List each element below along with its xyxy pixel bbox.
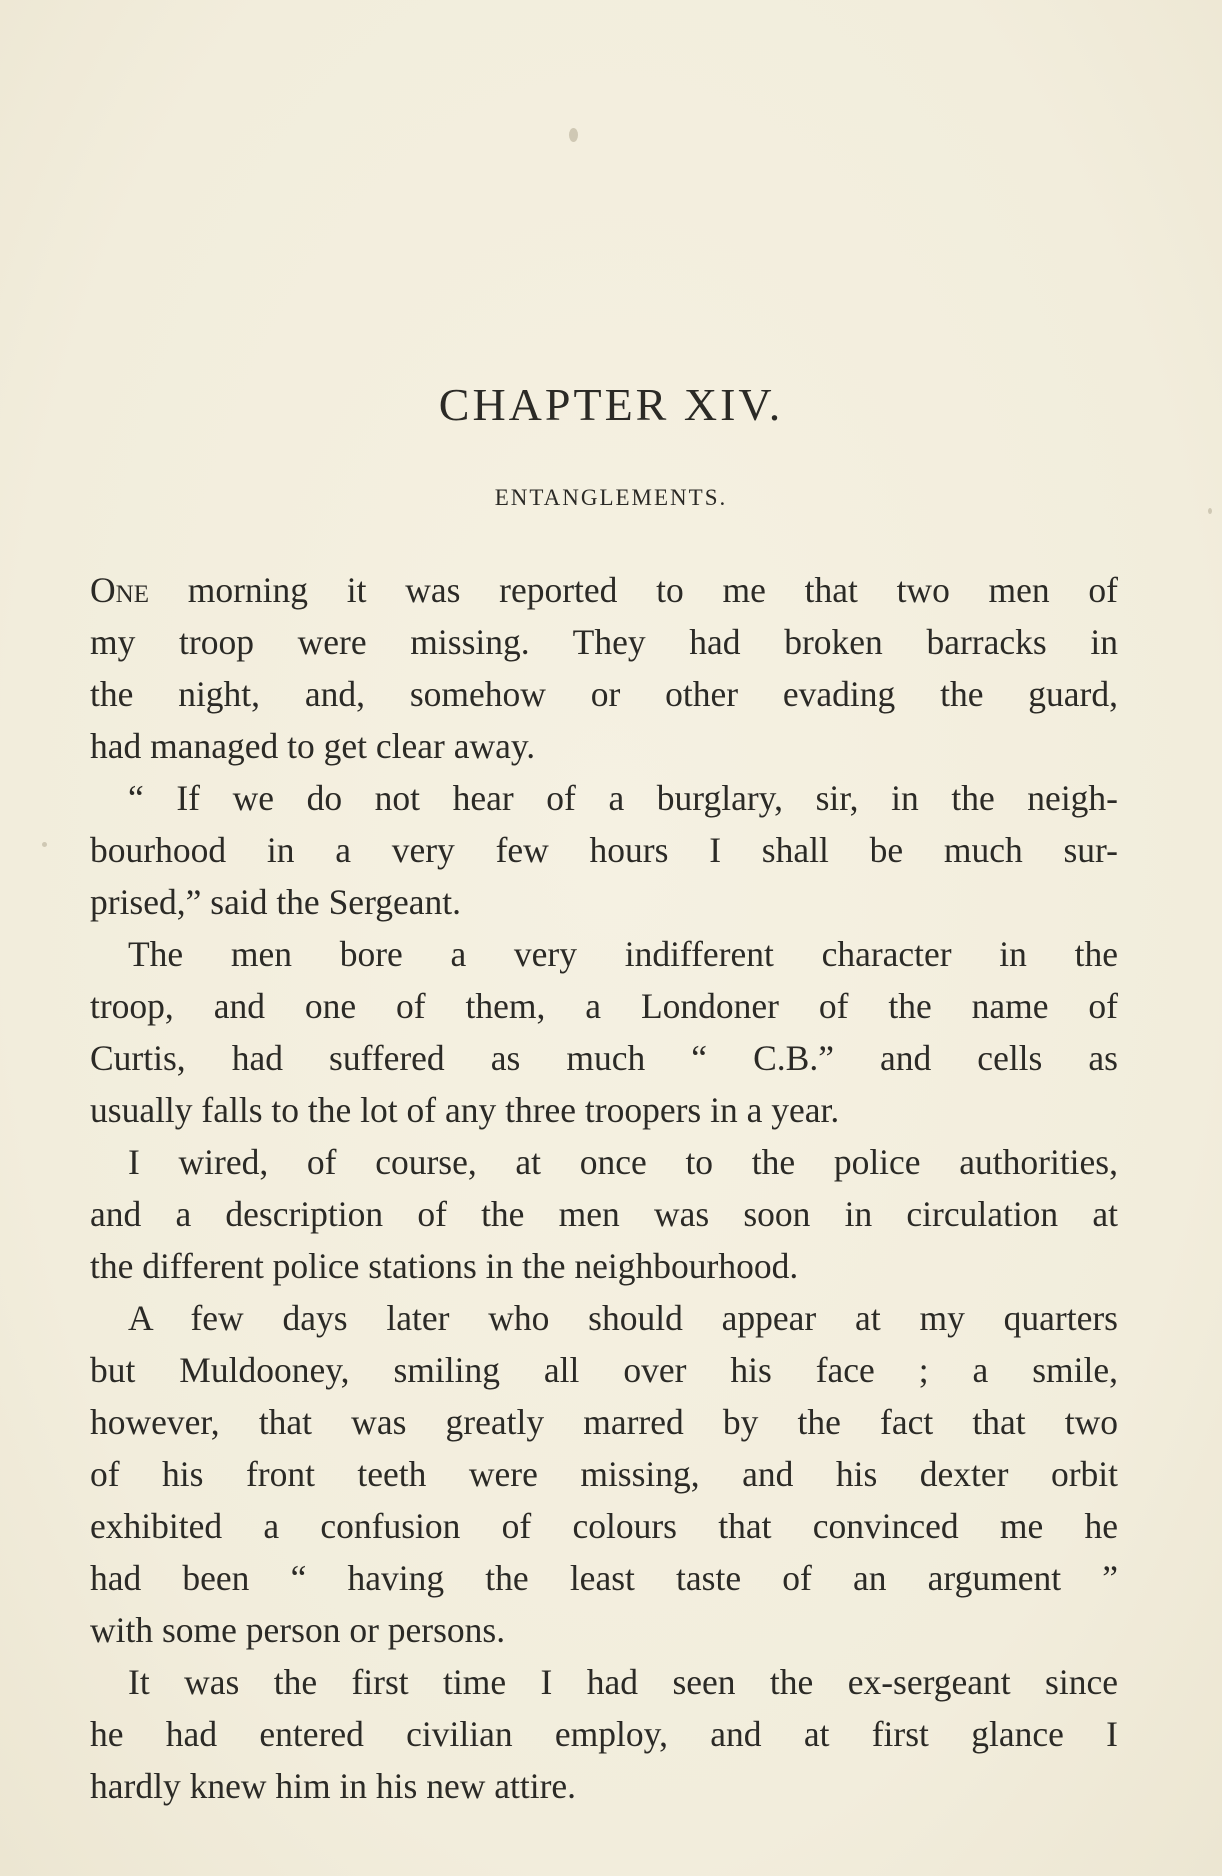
text-line: of his front teeth were missing, and his dexter orbit [90, 1454, 1118, 1494]
text-line: with some person or persons. [90, 1610, 506, 1650]
text-line: usually falls to the lot of any three troopers in a year. [90, 1090, 840, 1130]
text-line: but Muldooney, smiling all over his face ; a smile, [90, 1350, 1118, 1390]
text-line: The men bore a very indifferent character in the [128, 934, 1118, 974]
text-line: It was the first time I had seen the ex-sergeant since [128, 1662, 1118, 1702]
text-line: and a description of the men was soon in circulation at [90, 1194, 1118, 1234]
text-line: exhibited a confusion of colours that convinced me he [90, 1506, 1118, 1546]
text-line: the night, and, somehow or other evading the guard, [90, 674, 1118, 714]
text-line: prised,” said the Sergeant. [90, 882, 461, 922]
text-line: I wired, of course, at once to the police authorities, [128, 1142, 1118, 1182]
text-line: bourhood in a very few hours I shall be much sur- [90, 830, 1118, 870]
text-line: he had entered civilian employ, and at first glance I [90, 1714, 1118, 1754]
paper-spot [42, 842, 47, 847]
text-line: however, that was greatly marred by the fact that two [90, 1402, 1118, 1442]
opening-word: One [90, 570, 149, 610]
text-line: my troop were missing. They had broken barracks in [90, 622, 1118, 662]
text-line: A few days later who should appear at my quarters [128, 1298, 1118, 1338]
chapter-title: CHAPTER XIV. [438, 379, 784, 430]
text-line: One morning it was reported to me that two men of [90, 570, 1118, 610]
text-line: “ If we do not hear of a burglary, sir, in the neigh- [128, 778, 1118, 818]
body-text [90, 564, 1118, 1812]
text-line: Curtis, had suffered as much “ C.B.” and cells as [90, 1038, 1118, 1078]
chapter-subtitle: ENTANGLEMENTS. [494, 485, 728, 510]
text-line: the different police stations in the neighbourhood. [90, 1246, 799, 1286]
text-line: had been “ having the least taste of an argument ” [90, 1558, 1118, 1598]
text-line: troop, and one of them, a Londoner of the name of [90, 986, 1118, 1026]
paper-spot [569, 128, 578, 142]
text-line: hardly knew him in his new attire. [90, 1766, 577, 1806]
text-line: had managed to get clear away. [90, 726, 536, 766]
